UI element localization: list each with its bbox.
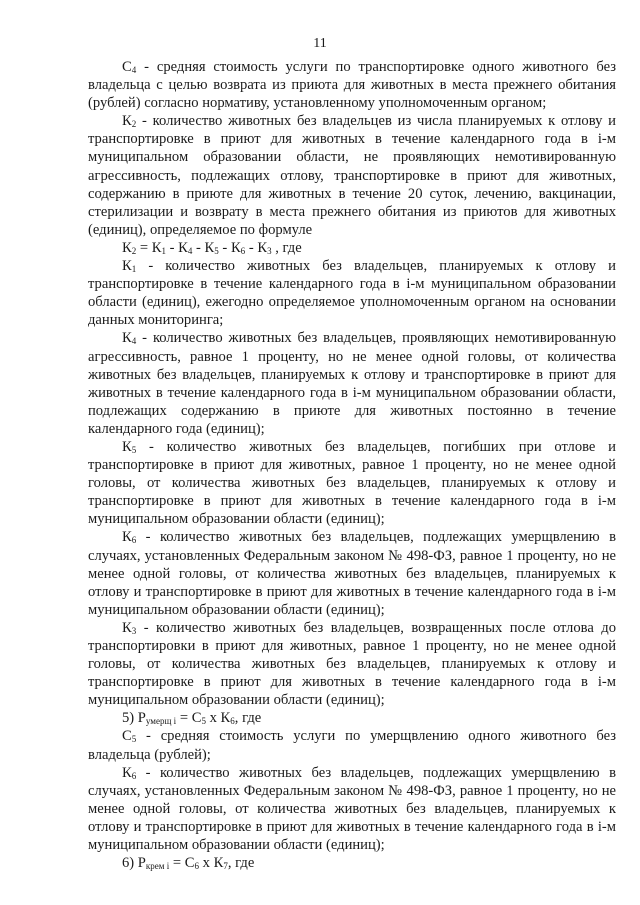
text-run: = К (136, 239, 162, 256)
text-run: К (122, 764, 132, 781)
subscript: 5 (201, 716, 206, 727)
text-run: С (122, 728, 132, 745)
text-run: - количество животных без владельцев из числа планируемых к отлову и транспортировке в приют для животных в течение календарного года в i-м муниципальном образовании области, не проявляющих немотивированную агрессивность, подлежащих отлову, транспортировке в приют для животных, содержанию в приюте для животных в течение 20 суток, лечению, вакцинации, стерилизации и возврату в места прежнего обитания из приютов для животных (единиц), определяемое по формуле (88, 113, 616, 238)
formula-line (88, 239, 616, 257)
text-run: К (122, 239, 132, 256)
text-run: К (122, 113, 132, 130)
text-run: 6) Р (122, 855, 146, 872)
text-run: х К (199, 855, 224, 872)
text-run: - К (245, 239, 268, 256)
text-run: 5) Р (122, 710, 146, 727)
subscript: 5 (214, 245, 219, 256)
subscript: 4 (187, 245, 193, 256)
text-run: К (122, 438, 132, 455)
subscript: 6 (194, 861, 200, 872)
subscript: 6 (131, 535, 137, 546)
subscript: 1 (131, 264, 137, 275)
page-number: 11 (313, 36, 327, 51)
subscript: 1 (161, 245, 166, 256)
formula-line (88, 854, 616, 872)
subscript: 6 (131, 770, 137, 781)
text-run: - К (218, 239, 241, 256)
subscript: 3 (267, 245, 272, 256)
text-run: - количество животных без владельцев, подлежащих умерщвлению в случаях, установленных Федеральным законом № 498-ФЗ, равное 1 процентy, но не менее одной головы, от количества животных без владельцев, планируемых к отлову и транспортировке в приют для животных в течение календарного года в i-м муниципальном образовании области (единиц); (88, 529, 616, 618)
text-run: , где (271, 239, 302, 256)
text-run: - количество животных без владельцев, планируемых к отлову и транспортировке в течение календарного года в i-м муниципальном образовании области (единиц), ежегодно определяемое уполномоченным органом на основании данных мониторинга; (88, 258, 616, 329)
text-run: = С (169, 855, 195, 872)
paragraph (88, 619, 616, 709)
subscript: 4 (131, 336, 137, 347)
subscript: крем i (145, 861, 170, 872)
text-run: - количество животных без владельцев, проявляющих немотивированную агрессивность, равное 1 процентy, но не менее одной головы, от количества животных без владельцев, планируемых к отлову и транспортировке в приют для животных в течение календарного года в i-м муниципальном образовании области, подлежащих содержанию в приюте для животных постоянно в течение календарного года (единиц); (88, 330, 616, 437)
paragraph (88, 528, 616, 618)
text-run: - средняя стоимость услуги по транспортировке одного животного без владельца с целью возврата из приюта для животных в места прежнего обитания (рублей) согласно нормативу, установленному уполномоченным органом; (88, 59, 616, 112)
document-body (88, 58, 616, 872)
paragraph (88, 764, 616, 854)
text-run: - количество животных без владельцев, возвращенных после отлова до транспортировки в приют для животных, равное 1 процентy, но не менее одной головы, от количества животных без владельцев, планируемых к отлову и транспортировке в приют для животных в течение календарного года в i-м муниципальном образовании области (единиц); (88, 619, 616, 709)
text-run: - К (166, 239, 188, 256)
paragraph (88, 438, 616, 528)
text-run: К (122, 330, 132, 347)
paragraph (88, 727, 616, 763)
subscript: 5 (131, 734, 137, 745)
subscript: 2 (131, 245, 137, 256)
paragraph (88, 257, 616, 329)
subscript: 5 (131, 444, 137, 455)
paragraph (88, 112, 616, 239)
subscript: 7 (223, 861, 228, 872)
paragraph (88, 329, 616, 438)
text-run: С (122, 59, 132, 75)
paragraph (88, 58, 616, 112)
subscript: 6 (240, 245, 246, 256)
subscript: 3 (131, 625, 137, 636)
formula-line (88, 709, 616, 727)
subscript: умерщ i (145, 716, 177, 727)
text-run: - количество животных без владельцев, подлежащих умерщвлению в случаях, установленных Федеральным законом № 498-ФЗ, равное 1 процентy, но не менее одной головы, от количества животных без владельцев, планируемых к отлову и транспортировке в приют для животных в течение календарного года в i-м муниципальном образовании области (единиц); (88, 764, 616, 854)
text-run: - количество животных без владельцев, погибших при отлове и транспортировке в приют для животных, равное 1 процентy, но не менее одной головы, от количества животных без владельцев, планируемых к отлову и транспортировке в приют для животных в течение календарного года в i-м муниципальном образовании области (единиц); (88, 438, 616, 528)
text-run: К (122, 258, 132, 275)
text-run: К (122, 619, 132, 636)
text-run: К (122, 529, 132, 546)
text-run: - К (192, 239, 215, 256)
text-run: х К (205, 710, 231, 727)
subscript: 4 (131, 65, 137, 75)
text-run: - средняя стоимость услуги по умерщвлению одного животного без владельца (рублей); (88, 728, 616, 763)
text-run: , где (234, 710, 262, 727)
text-run: = С (176, 710, 202, 727)
subscript: 6 (230, 716, 235, 727)
subscript: 2 (131, 119, 137, 130)
text-run: , где (227, 855, 255, 872)
